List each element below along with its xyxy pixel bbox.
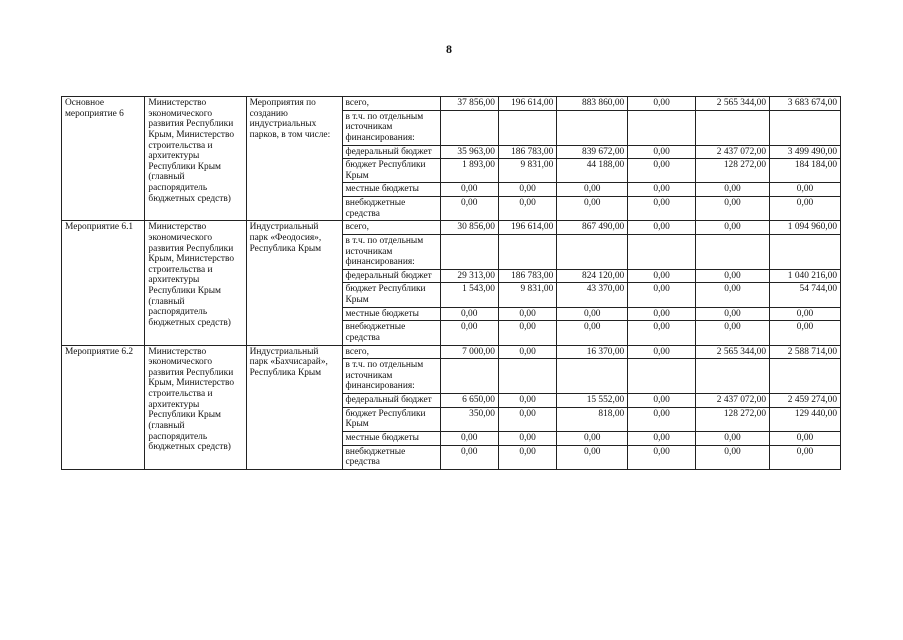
amount-cell <box>695 110 769 145</box>
amount-cell: 0,00 <box>695 431 769 445</box>
amount-cell: 0,00 <box>628 269 696 283</box>
funding-source-label: местные бюджеты <box>342 183 440 197</box>
funding-source-label: местные бюджеты <box>342 307 440 321</box>
amount-cell: 0,00 <box>770 197 841 221</box>
amount-cell: 0,00 <box>628 159 696 183</box>
funding-source-label: внебюджетные средства <box>342 197 440 221</box>
amount-cell: 16 370,00 <box>557 345 628 359</box>
amount-cell: 9 831,00 <box>498 159 556 183</box>
amount-cell <box>498 359 556 394</box>
amount-cell: 0,00 <box>695 321 769 345</box>
event-name-cell: Мероприятие 6.2 <box>62 345 145 469</box>
activity-title-cell: Индустриальный парк «Бахчисарай», Республика Крым <box>246 345 342 469</box>
amount-cell: 7 000,00 <box>440 345 498 359</box>
amount-cell: 0,00 <box>695 269 769 283</box>
amount-cell: 186 783,00 <box>498 269 556 283</box>
amount-cell: 0,00 <box>498 197 556 221</box>
amount-cell <box>770 359 841 394</box>
amount-cell: 0,00 <box>440 431 498 445</box>
amount-cell: 0,00 <box>440 183 498 197</box>
amount-cell: 0,00 <box>498 431 556 445</box>
amount-cell <box>498 110 556 145</box>
amount-cell: 30 856,00 <box>440 221 498 235</box>
amount-cell: 0,00 <box>440 445 498 469</box>
executor-cell: Министерство экономического развития Республики Крым, Министерство строительства и архитектуры Республики Крым (главный распорядитель бюджетных средств) <box>145 345 246 469</box>
amount-cell: 0,00 <box>498 445 556 469</box>
amount-cell: 0,00 <box>498 394 556 408</box>
amount-cell: 0,00 <box>628 407 696 431</box>
funding-source-label: всего, <box>342 221 440 235</box>
amount-cell: 2 588 714,00 <box>770 345 841 359</box>
amount-cell <box>557 359 628 394</box>
executor-cell: Министерство экономического развития Республики Крым, Министерство строительства и архитектуры Республики Крым (главный распорядитель бюджетных средств) <box>145 221 246 345</box>
amount-cell <box>498 234 556 269</box>
amount-cell <box>695 234 769 269</box>
activity-title-cell: Мероприятия по созданию индустриальных парков, в том числе: <box>246 97 342 221</box>
funding-source-label: федеральный бюджет <box>342 269 440 283</box>
funding-source-label: федеральный бюджет <box>342 145 440 159</box>
amount-cell: 0,00 <box>498 345 556 359</box>
amount-cell: 2 437 072,00 <box>695 394 769 408</box>
amount-cell: 15 552,00 <box>557 394 628 408</box>
amount-cell: 196 614,00 <box>498 221 556 235</box>
event-name-cell: Основное мероприятие 6 <box>62 97 145 221</box>
amount-cell: 0,00 <box>557 431 628 445</box>
amount-cell <box>628 359 696 394</box>
amount-cell: 37 856,00 <box>440 97 498 111</box>
funding-source-label: в т.ч. по отдельным источникам финансирования: <box>342 110 440 145</box>
funding-source-label: в т.ч. по отдельным источникам финансирования: <box>342 234 440 269</box>
event-name-cell: Мероприятие 6.1 <box>62 221 145 345</box>
amount-cell: 128 272,00 <box>695 159 769 183</box>
page-number: 8 <box>446 42 452 56</box>
amount-cell <box>440 359 498 394</box>
amount-cell: 44 188,00 <box>557 159 628 183</box>
funding-source-label: бюджет Республики Крым <box>342 159 440 183</box>
amount-cell: 0,00 <box>695 307 769 321</box>
amount-cell: 184 184,00 <box>770 159 841 183</box>
amount-cell: 0,00 <box>770 431 841 445</box>
amount-cell <box>440 110 498 145</box>
amount-cell: 0,00 <box>695 283 769 307</box>
amount-cell: 0,00 <box>770 321 841 345</box>
amount-cell: 0,00 <box>770 307 841 321</box>
amount-cell: 0,00 <box>440 321 498 345</box>
amount-cell: 2 459 274,00 <box>770 394 841 408</box>
amount-cell <box>557 234 628 269</box>
amount-cell: 0,00 <box>770 183 841 197</box>
amount-cell <box>628 234 696 269</box>
amount-cell: 0,00 <box>498 321 556 345</box>
amount-cell: 0,00 <box>695 445 769 469</box>
amount-cell: 0,00 <box>628 183 696 197</box>
amount-cell: 129 440,00 <box>770 407 841 431</box>
funding-source-label: всего, <box>342 345 440 359</box>
amount-cell: 0,00 <box>628 145 696 159</box>
amount-cell: 186 783,00 <box>498 145 556 159</box>
amount-cell: 29 313,00 <box>440 269 498 283</box>
amount-cell: 0,00 <box>440 307 498 321</box>
funding-source-label: бюджет Республики Крым <box>342 283 440 307</box>
amount-cell: 0,00 <box>498 183 556 197</box>
amount-cell: 0,00 <box>628 221 696 235</box>
budget-table <box>61 96 841 470</box>
amount-cell: 0,00 <box>557 197 628 221</box>
amount-cell: 3 683 674,00 <box>770 97 841 111</box>
amount-cell: 2 565 344,00 <box>695 345 769 359</box>
amount-cell: 818,00 <box>557 407 628 431</box>
amount-cell <box>770 234 841 269</box>
amount-cell <box>695 359 769 394</box>
amount-cell: 6 650,00 <box>440 394 498 408</box>
activity-title-cell: Индустриальный парк «Феодосия», Республика Крым <box>246 221 342 345</box>
amount-cell: 54 744,00 <box>770 283 841 307</box>
executor-cell: Министерство экономического развития Республики Крым, Министерство строительства и архитектуры Республики Крым (главный распорядитель бюджетных средств) <box>145 97 246 221</box>
amount-cell: 0,00 <box>628 307 696 321</box>
amount-cell: 128 272,00 <box>695 407 769 431</box>
amount-cell <box>628 110 696 145</box>
amount-cell: 0,00 <box>628 197 696 221</box>
funding-source-label: всего, <box>342 97 440 111</box>
amount-cell: 43 370,00 <box>557 283 628 307</box>
amount-cell: 0,00 <box>628 321 696 345</box>
amount-cell: 0,00 <box>557 307 628 321</box>
amount-cell: 2 565 344,00 <box>695 97 769 111</box>
amount-cell: 867 490,00 <box>557 221 628 235</box>
amount-cell: 0,00 <box>557 183 628 197</box>
amount-cell: 0,00 <box>557 321 628 345</box>
amount-cell: 883 860,00 <box>557 97 628 111</box>
amount-cell: 3 499 490,00 <box>770 145 841 159</box>
amount-cell <box>770 110 841 145</box>
amount-cell: 2 437 072,00 <box>695 145 769 159</box>
amount-cell: 0,00 <box>498 407 556 431</box>
funding-source-label: местные бюджеты <box>342 431 440 445</box>
table-row <box>62 97 841 111</box>
funding-source-label: бюджет Республики Крым <box>342 407 440 431</box>
amount-cell: 0,00 <box>628 431 696 445</box>
amount-cell: 1 893,00 <box>440 159 498 183</box>
amount-cell: 196 614,00 <box>498 97 556 111</box>
funding-source-label: внебюджетные средства <box>342 445 440 469</box>
amount-cell: 0,00 <box>770 445 841 469</box>
amount-cell: 9 831,00 <box>498 283 556 307</box>
amount-cell: 0,00 <box>695 197 769 221</box>
amount-cell: 824 120,00 <box>557 269 628 283</box>
amount-cell: 1 543,00 <box>440 283 498 307</box>
amount-cell: 0,00 <box>628 97 696 111</box>
amount-cell: 0,00 <box>628 394 696 408</box>
amount-cell: 0,00 <box>557 445 628 469</box>
amount-cell: 35 963,00 <box>440 145 498 159</box>
table-row <box>62 221 841 235</box>
amount-cell <box>557 110 628 145</box>
budget-table-body <box>62 97 841 470</box>
amount-cell: 0,00 <box>628 283 696 307</box>
amount-cell: 1 094 960,00 <box>770 221 841 235</box>
amount-cell: 839 672,00 <box>557 145 628 159</box>
amount-cell: 0,00 <box>695 183 769 197</box>
amount-cell: 0,00 <box>628 345 696 359</box>
funding-source-label: внебюджетные средства <box>342 321 440 345</box>
table-row <box>62 345 841 359</box>
amount-cell: 350,00 <box>440 407 498 431</box>
funding-source-label: федеральный бюджет <box>342 394 440 408</box>
amount-cell: 0,00 <box>440 197 498 221</box>
funding-source-label: в т.ч. по отдельным источникам финансирования: <box>342 359 440 394</box>
amount-cell <box>440 234 498 269</box>
amount-cell: 1 040 216,00 <box>770 269 841 283</box>
amount-cell: 0,00 <box>628 445 696 469</box>
amount-cell: 0,00 <box>498 307 556 321</box>
amount-cell: 0,00 <box>695 221 769 235</box>
